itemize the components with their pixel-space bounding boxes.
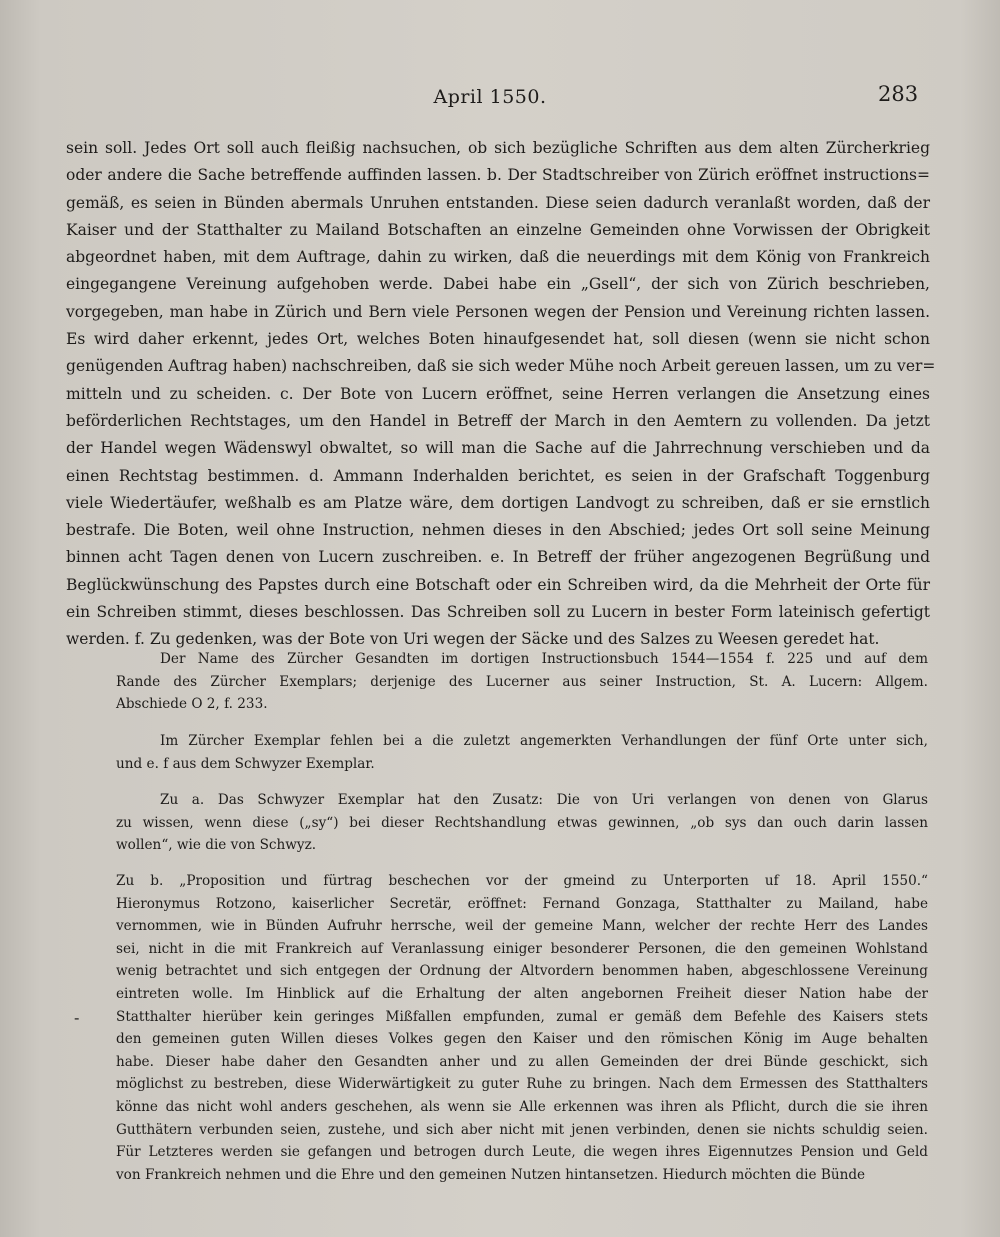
footnote-line: vernommen, wie in Bünden Aufruhr herrsche, weil der gemeine Mann, welcher der rechte Herr des Landes: [116, 918, 928, 935]
running-title: April 1550.: [433, 86, 547, 108]
footnote-variant: [116, 730, 928, 775]
footnote-addition-a: [116, 789, 928, 857]
body-text-line: Es wird daher erkennt, jedes Ort, welches Boten hinaufgesendet hat, soll diesen (wenn sie nicht schon: [66, 330, 930, 349]
body-text-line: vorgegeben, man habe in Zürich und Bern viele Personen wegen der Pension und Vereinung richten lassen.: [66, 302, 930, 321]
body-text-line: abgeordnet haben, mit dem Auftrage, dahin zu wirken, daß die neuerdings mit dem König von Frankreich: [66, 248, 930, 267]
page-header: [0, 82, 1000, 116]
footnote-line: könne das nicht wohl anders geschehen, als wenn sie Alle erkennen was ihren als Pflicht, durch die sie ihren: [116, 1098, 928, 1115]
footnote-line: habe. Dieser habe daher den Gesandten anher und zu allen Gemeinden der drei Bünde geschickt, sich: [116, 1053, 928, 1070]
footnote-line: möglichst zu bestreben, diese Widerwärtigkeit zu guter Ruhe zu bringen. Nach dem Ermessen des Statthalters: [116, 1076, 928, 1093]
body-text-line: beförderlichen Rechtstages, um den Handel in Betreff der March in den Aemtern zu vollenden. Da jetzt: [66, 411, 930, 430]
body-text-line: genügenden Auftrag haben) nachschreiben, daß sie sich weder Mühe noch Arbeit gereuen lassen, um zu ver=: [66, 357, 936, 376]
page-number: 283: [878, 82, 919, 106]
footnote-line: Für Letzteres werden sie gefangen und betrogen durch Leute, die wegen ihres Eigennutzes Pension und Geld: [116, 1144, 928, 1161]
footnote-line: Der Name des Zürcher Gesandten im dortigen Instructionsbuch 1544—1554 f. 225 und auf dem: [160, 651, 928, 667]
footnote-line: Rande des Zürcher Exemplars; derjenige des Lucerner aus seiner Instruction, St. A. Lucern: Allgem.: [116, 673, 928, 690]
body-text-line: der Handel wegen Wädenswyl obwaltet, so will man die Sache auf die Jahrrechnung verschieben und da: [66, 439, 930, 458]
body-text-line: Kaiser und der Statthalter zu Mailand Botschaften an einzelne Gemeinden ohne Vorwissen der Obrigkeit: [66, 220, 930, 239]
body-text-line: sein soll. Jedes Ort soll auch fleißig nachsuchen, ob sich bezügliche Schriften aus dem alten Zürcherkrieg: [66, 139, 930, 157]
footnote-line: Statthalter hierüber kein geringes Mißfallen empfunden, zumal er gemäß dem Befehle des Kaisers stets: [116, 1008, 928, 1025]
footnote-line: wollen“, wie die von Schwyz.: [116, 837, 317, 854]
footnote-addition-b: [116, 870, 928, 1186]
footnote-line: Zu b. „Proposition und fürtrag beschechen vor der gmeind zu Unterporten uf 18. April 1550.“: [116, 873, 928, 889]
footnote-line: Im Zürcher Exemplar fehlen bei a die zuletzt angemerkten Verhandlungen der fünf Orte unter sich,: [160, 733, 928, 749]
body-text-line: einen Rechtstag bestimmen. d. Ammann Inderhalden berichtet, es seien in der Grafschaft Toggenburg: [66, 466, 930, 485]
body-text-line: mitteln und zu scheiden. c. Der Bote von Lucern eröffnet, seine Herren verlangen die Ansetzung eines: [66, 384, 930, 403]
main-paragraph: [66, 135, 936, 654]
footnote-line: von Frankreich nehmen und die Ehre und den gemeinen Nutzen hintansetzen. Hiedurch möchten die Bünde: [116, 1166, 866, 1183]
body-text-line: oder andere die Sache betreffende auffinden lassen. b. Der Stadtschreiber von Zürich eröffnet instructions=: [66, 166, 930, 185]
footnote-line: und e. f aus dem Schwyzer Exemplar.: [116, 755, 375, 772]
footnote-source: [116, 648, 928, 716]
footnote-line: Abschiede O 2, f. 233.: [116, 696, 268, 713]
footnote-line: Zu a. Das Schwyzer Exemplar hat den Zusatz: Die von Uri verlangen von denen von Glarus: [160, 792, 928, 808]
footnote-line: eintreten wolle. Im Hinblick auf die Erhaltung der alten angebornen Freiheit dieser Nation habe der: [116, 985, 928, 1002]
body-text-line: gemäß, es seien in Bünden abermals Unruhen entstanden. Diese seien dadurch veranlaßt worden, daß der: [66, 193, 930, 212]
body-text-line: eingegangene Vereinung aufgehoben werde. Dabei habe ein „Gsell“, der sich von Zürich beschrieben,: [66, 275, 930, 294]
footnote-line: den gemeinen guten Willen dieses Volkes gegen den Kaiser und den römischen König im Auge behalten: [116, 1031, 928, 1048]
body-text-line: viele Wiedertäufer, weßhalb es am Platze wäre, dem dortigen Landvogt zu schreiben, daß er sie ernstlich: [66, 493, 930, 512]
body-text-line: binnen acht Tagen denen von Lucern zuschreiben. e. In Betreff der früher angezogenen Begrüßung und: [66, 548, 930, 567]
footnote-line: Hieronymus Rotzono, kaiserlicher Secretär, eröffnet: Fernand Gonzaga, Statthalter zu Mailand, habe: [116, 895, 928, 912]
footnote-line: wenig betrachtet und sich entgegen der Ordnung der Altvordern benommen haben, abgeschlossene Vereinung: [116, 963, 928, 980]
footnote-line: sei, nicht in die mit Frankreich auf Veranlassung einiger besonderer Personen, die den gemeinen Wohlstand: [116, 940, 928, 957]
margin-mark: -: [74, 1008, 80, 1027]
body-text-line: bestrafe. Die Boten, weil ohne Instruction, nehmen dieses in den Abschied; jedes Ort soll seine Meinung: [66, 521, 930, 540]
body-text-line: ein Schreiben stimmt, dieses beschlossen. Das Schreiben soll zu Lucern in bester Form lateinisch gefertigt: [66, 603, 930, 622]
body-text-line: werden. f. Zu gedenken, was der Bote von Uri wegen der Säcke und des Salzes zu Weesen geredet hat.: [66, 630, 880, 649]
footnote-line: Gutthätern verbunden seien, zustehe, und sich aber nicht mit jenen verbinden, denen sie nichts schuldig seien.: [116, 1121, 928, 1138]
footnote-line: zu wissen, wenn diese („sy“) bei dieser Rechtshandlung etwas gewinnen, „ob sys dan ouch darin lassen: [116, 814, 928, 831]
body-text-line: Beglückwünschung des Papstes durch eine Botschaft oder ein Schreiben wird, da die Mehrheit der Orte für: [66, 575, 930, 594]
